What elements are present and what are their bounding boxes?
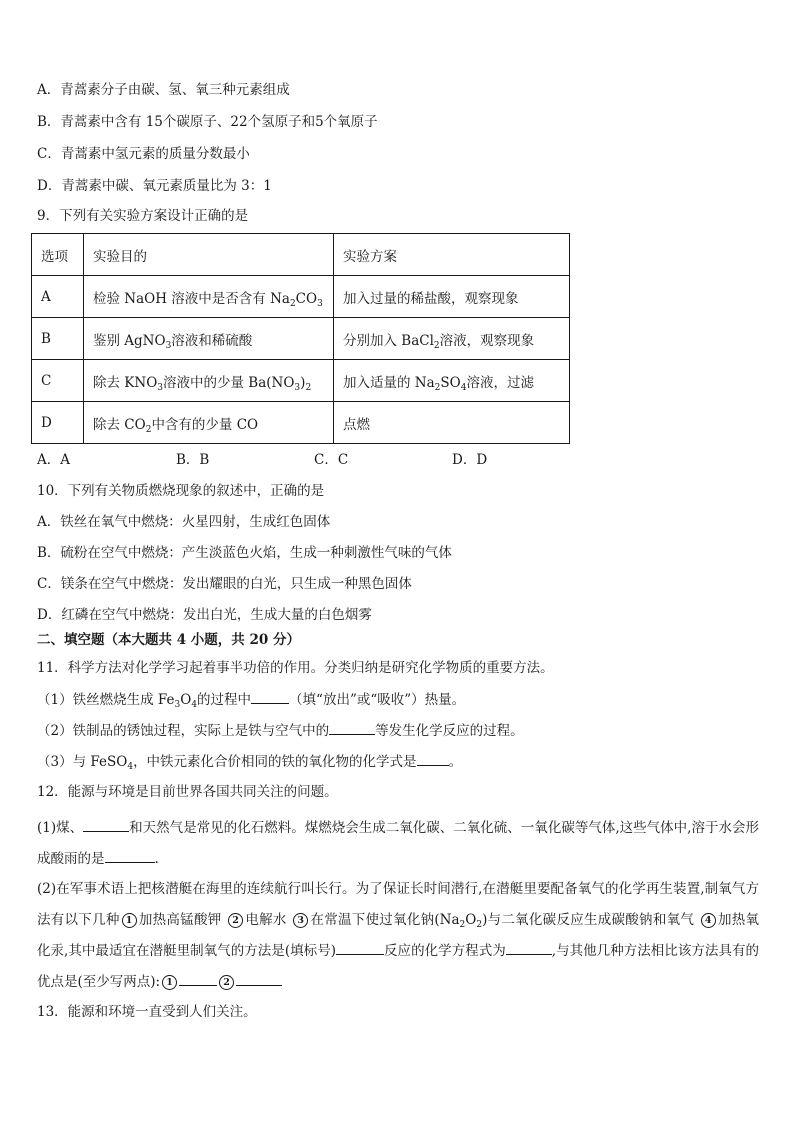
circled-number-icon: 1 [162,975,177,990]
q11-part-1 [37,689,465,710]
text: ，中铁元素化合价相同的铁的氧化物的化学式是 [133,754,417,770]
table-cell-purpose [84,360,334,402]
text: ,与其他几种方法相比该方法具有的优点是(至少写两点): [37,943,760,990]
answer-blank[interactable] [417,751,449,766]
subscript: 3 [165,340,172,351]
q10-option-d: D．红磷在空气中燃烧：发出白光，生成大量的白色烟雾 [37,607,372,623]
table-cell-purpose [84,318,334,360]
table-row [32,276,570,318]
table-cell-option: D [32,402,84,444]
circled-number-icon: 3 [293,913,308,928]
table-cell-plan [334,318,570,360]
table-header-cell: 实验方案 [334,234,570,276]
text: 在常温下使过氧化钠(Na [310,912,460,928]
table-header-row [32,234,570,276]
table-header-cell: 选项 [32,234,84,276]
text: 加热氧化汞,其中最适宜在潜艇里制氧气的方法是(填标号) [37,912,759,959]
circled-number-icon: 2 [228,913,243,928]
subscript: 4 [191,700,198,710]
text: 电解水 [245,912,287,928]
text: （填“放出”或“吸收”）热量。 [289,692,466,708]
text: 反应的化学方程式为 [383,943,506,959]
answer-blank[interactable] [506,940,552,955]
subscript: 4 [127,762,134,772]
cell-text: 溶液，观察现象 [439,332,535,349]
subscript: 2 [434,382,441,393]
table-row [32,318,570,360]
cell-text: 分别加入 BaCl [343,332,434,349]
text: O [465,912,477,928]
q9-choice-c: C．C [314,452,349,468]
q8-option-a: A．青蒿素分子由碳、氢、氧三种元素组成 [37,82,290,98]
table-header-cell: 实验目的 [84,234,334,276]
answer-blank[interactable] [251,689,289,704]
text: （2）铁制品的锈蚀过程，实际上是铁与空气中的 [37,723,330,739]
cell-text: ) [300,374,306,391]
table-cell-purpose [84,402,334,444]
q13-stem: 13．能源和环境一直受到人们关注。 [37,1004,257,1020]
cell-text: 除去 CO [93,416,146,433]
subscript: 3 [294,382,301,393]
cell-text: 除去 KNO [93,374,158,391]
text: (1)煤、 [37,820,84,836]
subscript: 2 [289,298,296,309]
cell-text: 检验 NaOH 溶液中是否含有 Na [93,290,290,307]
table-cell-plan [334,360,570,402]
cell-text: SO [440,374,461,391]
text: O [180,692,192,708]
subscript: 2 [145,424,152,435]
text: （1）铁丝燃烧生成 Fe [37,692,175,708]
text: )与二氧化碳反应生成碳酸钠和氧气 [482,912,695,928]
q11-part-2 [37,720,524,741]
answer-blank[interactable] [105,848,155,863]
answer-blank[interactable] [83,817,129,832]
q10-option-c: C．镁条在空气中燃烧：发出耀眼的白光，只生成一种黑色固体 [37,576,412,592]
q12-part-2 [37,874,759,998]
circled-number-icon: 2 [219,975,234,990]
text: 。 [448,754,463,770]
answer-blank[interactable] [329,720,375,735]
table-row [32,402,570,444]
q10-stem: 10．下列有关物质燃烧现象的叙述中，正确的是 [37,483,325,499]
text: . [154,851,159,867]
table-cell-plan: 加入过量的稀盐酸，观察现象 [334,276,570,318]
q12-part-1 [37,813,759,875]
subscript: 3 [317,298,323,309]
table-cell-plan: 点燃 [334,402,570,444]
table-cell-option: A [32,276,84,318]
subscript: 3 [157,382,163,393]
cell-text: 鉴别 AgNO [93,332,166,349]
q11-part-3 [37,751,462,772]
answer-blank[interactable] [336,940,384,955]
circled-number-icon: 1 [122,913,137,928]
answer-blank[interactable] [236,971,282,986]
q9-choice-b: B．B [176,452,210,468]
table-cell-purpose [84,276,334,318]
q8-option-b: B．青蒿素中含有 15个碳原子、22个氢原子和5个氧原子 [37,114,378,130]
experiment-table [31,233,570,444]
q12-stem: 12．能源与环境是目前世界各国共同关注的问题。 [37,784,338,800]
cell-text: 中含有的少量 CO [151,416,259,433]
answer-blank[interactable] [179,971,217,986]
text: 等发生化学反应的过程。 [375,723,524,739]
q8-option-c: C．青蒿素中氢元素的质量分数最小 [37,146,250,162]
subscript: 4 [460,382,467,393]
table-cell-option: C [32,360,84,402]
q10-option-a: A．铁丝在氧气中燃烧：火星四射，生成红色固体 [37,514,331,530]
q8-option-d: D．青蒿素中碳、氧元素质量比为 3：1 [37,178,272,194]
table-cell-option: B [32,318,84,360]
table-row [32,360,570,402]
q9-choice-a: A．A [37,452,70,468]
text: （3）与 FeSO [37,754,128,770]
subscript: 2 [433,340,440,351]
subscript: 3 [174,700,181,710]
text: 和天然气是常见的化石燃料。煤燃烧会生成二氧化碳、二氧化硫、一氧化碳等气体,这些气体中,溶于水会形成酸雨的是 [37,820,759,867]
subscript: 2 [305,382,312,393]
text: (2)在军事术语上把核潜艇在海里的连续航行叫长行。为了保证长时间潜行,在潜艇里要配备氧气的化学再生装置,制氧气方法有以下几种 [37,881,759,928]
cell-text: CO [295,290,318,307]
q10-option-b: B．硫粉在空气中燃烧：产生淡蓝色火焰，生成一种刺激性气味的气体 [37,545,452,561]
q9-stem: 9．下列有关实验方案设计正确的是 [37,208,249,224]
circled-number-icon: 4 [701,913,716,928]
text: 的过程中 [197,692,252,708]
cell-text: 溶液中的少量 Ba(NO [163,374,295,391]
cell-text: 溶液和稀硫酸 [171,332,253,349]
subscript: 2 [459,920,466,930]
cell-text: 溶液，过滤 [466,374,534,391]
q11-stem: 11．科学方法对化学学习起着事半功倍的作用。分类归纳是研究化学物质的重要方法。 [37,660,554,676]
q9-choice-d: D．D [452,452,488,468]
cell-text: 加入适量的 Na [343,374,435,391]
subscript: 2 [476,920,483,930]
section-title: 二、填空题（本大题共 4 小题，共 20 分） [37,632,300,648]
text: 加热高锰酸钾 [138,912,222,928]
